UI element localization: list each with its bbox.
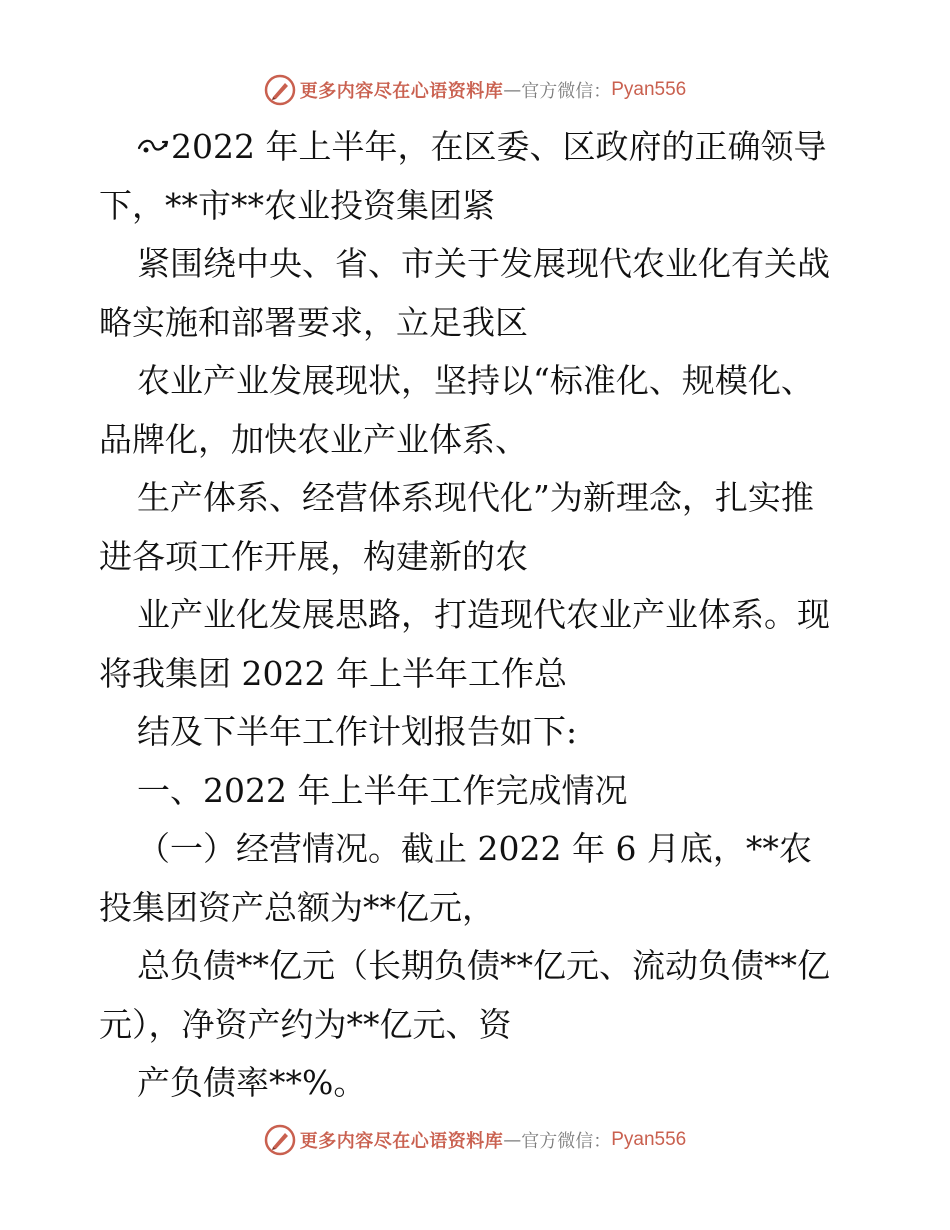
- paragraph-line-text: 2022 年上半年，在区委、区政府的正确领导: [171, 127, 827, 166]
- banner-dash: —: [503, 1129, 522, 1151]
- banner-dash: —: [503, 79, 522, 101]
- banner-site-name: 更多内容尽在心语资料库: [299, 1131, 504, 1152]
- document-body: [99, 118, 859, 1113]
- paragraph-line: 品牌化，加快农业产业体系、: [99, 419, 528, 459]
- section-heading: 一、2022 年上半年工作完成情况: [137, 770, 628, 810]
- leading-mark-icon: [137, 136, 171, 156]
- banner-wechat-label: 官方微信：: [521, 1131, 612, 1152]
- banner-wechat-id: Pyan556: [611, 1129, 687, 1150]
- paragraph-line: 下，**市**农业投资集团紧: [99, 185, 495, 225]
- banner-wechat-id: Pyan556: [611, 79, 687, 100]
- pen-logo-icon: [264, 1124, 296, 1156]
- paragraph-line: 紧围绕中央、省、市关于发展现代农业化有关战: [137, 244, 830, 283]
- paragraph-line: 农业产业发展现状，坚持以“标准化、规模化、: [137, 361, 814, 400]
- pen-logo-icon: [264, 74, 296, 106]
- paragraph-line: 元），净资产约为**亿元、资: [99, 1004, 512, 1044]
- paragraph-line: 投集团资产总额为**亿元，: [99, 887, 495, 927]
- paragraph-line: 进各项工作开展，构建新的农: [99, 536, 528, 576]
- paragraph-line: 结及下半年工作计划报告如下:: [137, 712, 578, 751]
- paragraph-line: [99, 118, 859, 177]
- paragraph-line: （一）经营情况。截止 2022 年 6 月底，**农: [137, 829, 812, 868]
- banner-wechat-label: 官方微信：: [521, 81, 612, 102]
- header-banner: [0, 70, 950, 110]
- paragraph-line: 生产体系、经营体系现代化”为新理念，扎实推: [137, 478, 814, 517]
- footer-banner: [0, 1120, 950, 1160]
- paragraph-line: 产负债率**%。: [137, 1063, 367, 1102]
- paragraph-line: 业产业化发展思路，打造现代农业产业体系。现: [137, 595, 830, 634]
- paragraph-line: 略实施和部署要求，立足我区: [99, 302, 528, 342]
- paragraph-line: 总负债**亿元（长期负债**亿元、流动负债**亿: [137, 946, 830, 985]
- banner-site-name: 更多内容尽在心语资料库: [299, 81, 504, 102]
- paragraph-line: 将我集团 2022 年上半年工作总: [99, 653, 567, 693]
